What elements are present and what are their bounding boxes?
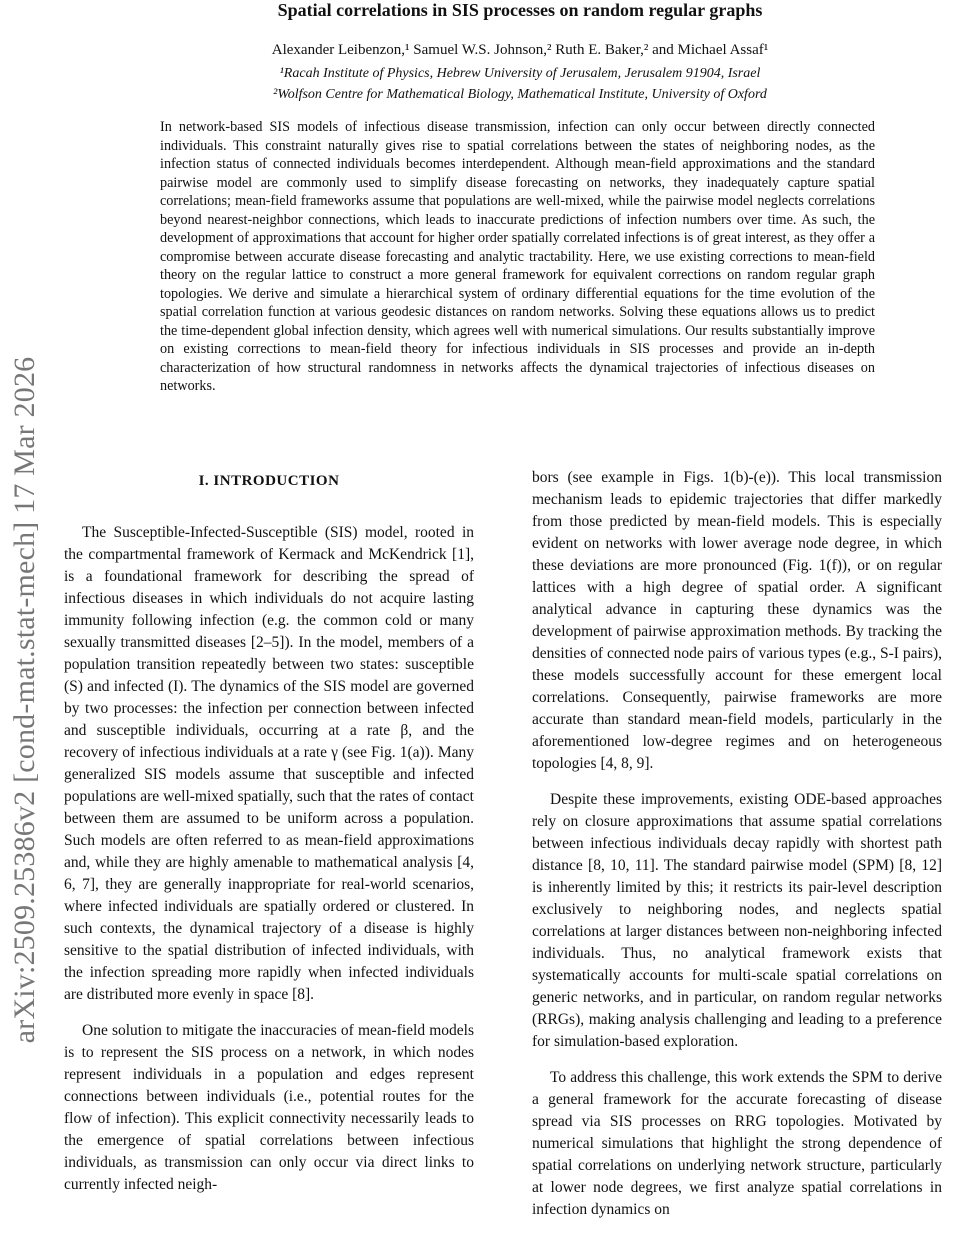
left-column	[64, 467, 474, 1210]
author-list: Alexander Leibenzon,¹ Samuel W.S. Johnson,² Ruth E. Baker,² and Michael Assaf¹	[271, 42, 769, 58]
paragraph: bors (see example in Figs. 1(b)-(e)). This local transmission mechanism leads to epidemic trajectories that differ markedly from those predicted by mean-field models. This is especially evident on networks with lower average node degree, in which these deviations are more pronounced (Fig. 1(f)), or on regular lattices with a high degree of spatial order. A significant analytical advance in capturing these dynamics was the development of pairwise approximation methods. By tracking the densities of connected node pairs of various types (e.g., S-I pairs), these models successfully account for these emergent local correlations. Consequently, pairwise frameworks are more accurate than standard mean-field models, particularly in the aforementioned low-degree regimes and on heterogeneous topologies [4, 8, 9].	[532, 469, 942, 772]
section-heading-introduction: I. INTRODUCTION	[198, 473, 340, 489]
right-column	[532, 467, 942, 1235]
paragraph: To address this challenge, this work extends the SPM to derive a general framework for the accurate forecasting of disease spread via SIS processes on RRG topologies. Motivated by numerical simulations that highlight the strong dependence of spatial correlations on underlying network structure, particularly at lower node degrees, we first analyze spatial correlations in infection dynamics on	[532, 1069, 942, 1218]
paragraph: Despite these improvements, existing ODE-based approaches rely on closure approximations that assume spatial correlations between infectious individuals decay rapidly with shortest path distance [8, 10, 11]. The standard pairwise model (SPM) [8, 12] is inherently limited by this; it restricts its pair-level description exclusively to neighboring nodes, and neglects spatial correlations at larger distances between non-neighboring infected individuals. Thus, no analytical framework exists that systematically accounts for multi-scale spatial correlations on generic networks, and in particular, on random regular networks (RRGs), making analysis challenging and leading to a preference for simulation-based exploration.	[532, 791, 942, 1050]
paper-title: Spatial correlations in SIS processes on random regular graphs	[277, 0, 763, 20]
paragraph: One solution to mitigate the inaccuracies of mean-field models is to represent the SIS process on a network, in which nodes represent individuals in a population and edges represent connections between individuals (i.e., potential routes for the flow of infection). This explicit connectivity necessarily leads to the emergence of spatial correlations between infectious individuals, as transmission can only occur via direct links to currently infected neigh-	[64, 1022, 474, 1193]
arxiv-sidebar	[0, 200, 50, 1200]
arxiv-identifier: arXiv:2509.25386v2 [cond-mat.stat-mech] 17 Mar 2026	[8, 356, 41, 1044]
affiliation-2: ²Wolfson Centre for Mathematical Biology, Mathematical Institute, University of Oxford	[273, 87, 767, 102]
affiliation-1: ¹Racah Institute of Physics, Hebrew University of Jerusalem, Jerusalem 91904, Israel	[279, 66, 761, 81]
paragraph: The Susceptible-Infected-Susceptible (SIS) model, rooted in the compartmental framework of Kermack and McKendrick [1], is a foundational framework for describing the spread of infectious diseases in which individuals do not acquire lasting immunity following infection (e.g. the common cold or many sexually transmitted diseases [2–5]). In the model, members of a population transition repeatedly between two states: susceptible (S) and infected (I). The dynamics of the SIS model are governed by two processes: the infection per connection between infected and susceptible individuals, occurring at a rate β, and the recovery of infectious individuals at a rate γ (see Fig. 1(a)). Many generalized SIS models assume that susceptible and infected populations are well-mixed spatially, such that the rates of contact between them are assumed to be uniform across a population. Such models are often referred to as mean-field approximations and, while they are highly amenable to mathematical analysis [4, 6, 7], they are generally inappropriate for real-world scenarios, where infected individuals are spatially ordered or clustered. In such contexts, the dynamical trajectory of a disease is highly sensitive to the spatial distribution of infected individuals, with the infection spreading more rapidly when infected individuals are distributed more evenly in space [8].	[64, 524, 474, 1003]
abstract: In network-based SIS models of infectious disease transmission, infection can only occur between directly connected individuals. This constraint naturally gives rise to spatial correlations between the states of neighboring nodes, as the infection status of connected individuals becomes interdependent. Although mean-field approximations and the standard pairwise model are commonly used to simplify disease forecasting on networks, they inadequately capture spatial correlations; mean-field frameworks assume that populations are well-mixed, while the pairwise model neglects correlations beyond nearest-neighbor connections, which leads to inaccurate predictions of infection numbers over time. As such, the development of approximations that account for higher order spatially correlated infections is of great interest, as they offer a compromise between accurate disease forecasting and analytic tractability. Here, we use existing corrections to mean-field theory on the regular lattice to construct a more general framework for equivalent corrections on random regular graph topologies. We derive and simulate a hierarchical system of ordinary differential equations for the time evolution of the spatial correlation function at various geodesic distances on random networks. Solving these equations allows us to predict the time-dependent global infection density, which agrees well with numerical simulations. Our results substantially improve on existing corrections to mean-field theory for infectious individuals in SIS processes and provide an in-depth characterization of how structural randomness in networks affects the dynamical trajectories of infectious diseases on networks.	[160, 119, 875, 394]
